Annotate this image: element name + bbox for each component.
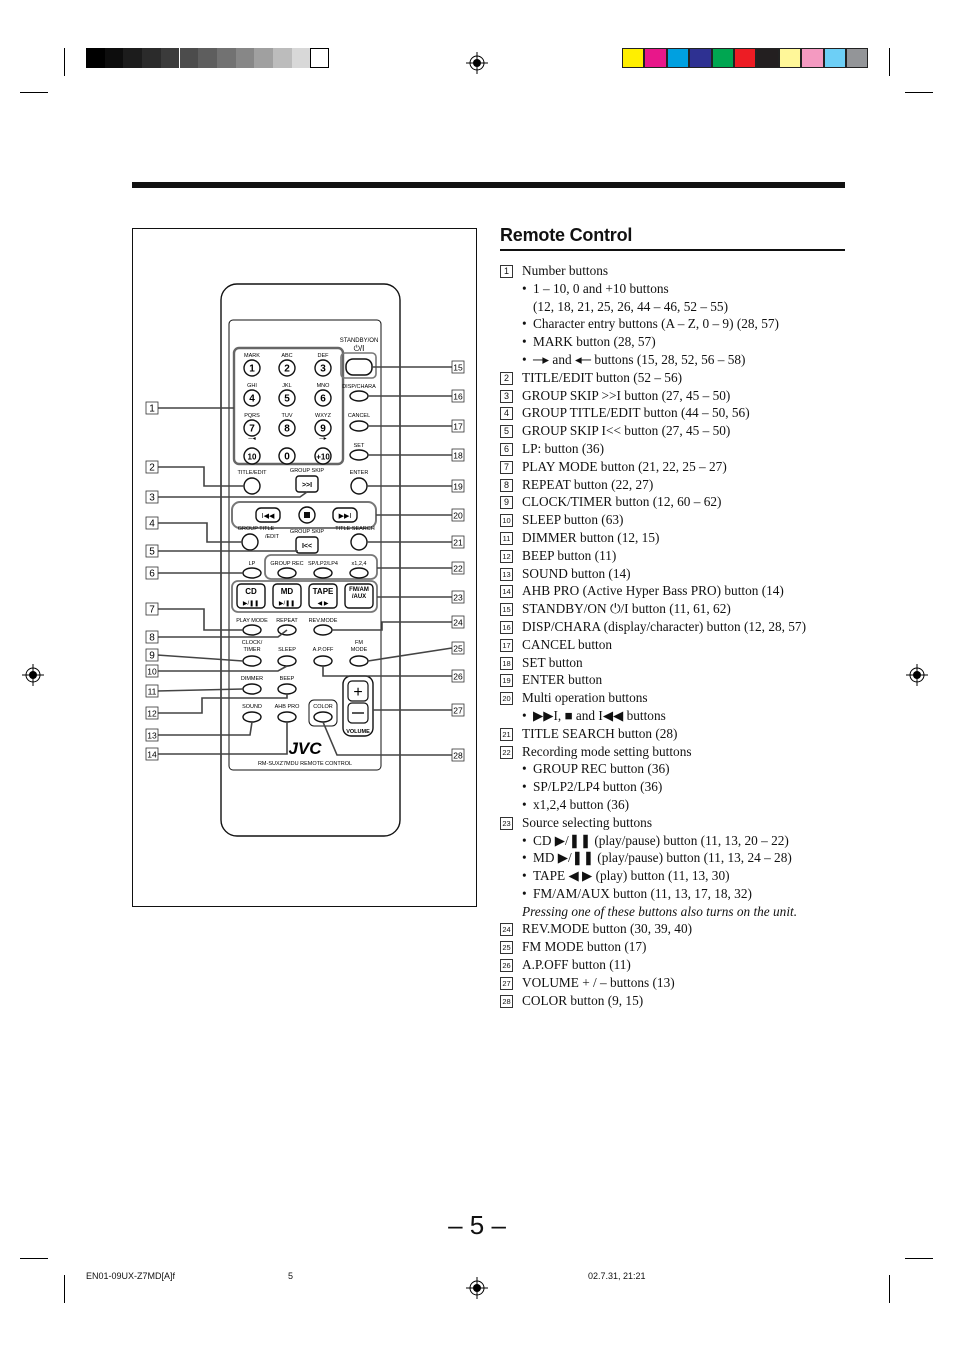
item-row bbox=[500, 582, 850, 600]
group-rec-label: GROUP REC bbox=[270, 561, 304, 567]
item-row bbox=[500, 529, 850, 547]
item-text: ENTER button bbox=[522, 672, 603, 688]
item-number: 5 bbox=[500, 425, 513, 438]
item-number: 4 bbox=[500, 407, 513, 420]
item-row bbox=[500, 689, 850, 707]
registration-mark-icon bbox=[466, 52, 488, 74]
callout-number: 15 bbox=[453, 362, 463, 373]
item-text: A.P.OFF button (11) bbox=[522, 957, 631, 973]
dimmer-button[interactable] bbox=[243, 684, 261, 694]
item-text: GROUP TITLE/EDIT button (44 – 50, 56) bbox=[522, 405, 750, 421]
item-text: Source selecting buttons bbox=[522, 814, 652, 830]
arrow-icon: ─▸ bbox=[319, 436, 327, 442]
title-search-label: TITLE SEARCH bbox=[335, 526, 375, 532]
callout-number: 3 bbox=[149, 492, 155, 504]
footer-right: 02.7.31, 21:21 bbox=[588, 1271, 646, 1281]
group-skip-back-label: GROUP SKIP bbox=[289, 529, 325, 535]
item-text: REPEAT button (22, 27) bbox=[522, 476, 654, 492]
item-number: 22 bbox=[500, 746, 513, 759]
gray-swatch bbox=[292, 48, 311, 68]
number-key-label: 7 bbox=[249, 423, 255, 435]
item-sub-bullet: • GROUP REC button (36) bbox=[500, 760, 850, 778]
item-number: 18 bbox=[500, 657, 513, 670]
standby-button[interactable] bbox=[346, 359, 372, 375]
item-row bbox=[500, 369, 850, 387]
item-number: 9 bbox=[500, 496, 513, 509]
item-row bbox=[500, 743, 850, 761]
item-number: 19 bbox=[500, 674, 513, 687]
item-text: SLEEP button (63) bbox=[522, 512, 624, 528]
item-row bbox=[500, 992, 850, 1010]
crop-mark bbox=[905, 92, 933, 93]
cancel-label: CANCEL bbox=[347, 413, 371, 419]
item-sub-bullet: • 1 – 10, 0 and +10 buttons bbox=[500, 280, 850, 298]
crop-mark bbox=[64, 1275, 65, 1303]
color-swatch bbox=[801, 48, 823, 68]
gray-swatch bbox=[123, 48, 142, 68]
item-number: 2 bbox=[500, 372, 513, 385]
item-row bbox=[500, 956, 850, 974]
standby-symbol: ⏻/I bbox=[353, 344, 365, 353]
item-number: 7 bbox=[500, 461, 513, 474]
key-letters-label: WXYZ bbox=[315, 413, 331, 419]
sleep-label: SLEEP bbox=[278, 647, 296, 653]
item-number: 25 bbox=[500, 941, 513, 954]
model-label: RM-SUXZ7MDU REMOTE CONTROL bbox=[257, 761, 353, 767]
item-row bbox=[500, 938, 850, 956]
item-number: 21 bbox=[500, 728, 513, 741]
enter-button[interactable] bbox=[351, 478, 367, 494]
fm-mode-button[interactable] bbox=[350, 656, 368, 666]
item-row bbox=[500, 387, 850, 405]
item-sub-bullet: • TAPE ◀ ▶ (play) button (11, 13, 30) bbox=[500, 867, 850, 885]
cd-play-pause-icon: ▶/❚❚ bbox=[242, 601, 260, 607]
key-letters-label: ABC bbox=[281, 353, 293, 359]
callout-number: 27 bbox=[453, 705, 463, 716]
volume-label: VOLUME bbox=[346, 729, 370, 735]
key-letters-label: GHI bbox=[247, 383, 257, 389]
item-number: 11 bbox=[500, 532, 513, 545]
sleep-button[interactable] bbox=[278, 656, 296, 666]
color-swatch bbox=[712, 48, 734, 68]
gray-swatch bbox=[180, 48, 199, 68]
x124-button[interactable] bbox=[350, 568, 368, 578]
key-letters-label: TUV bbox=[281, 413, 293, 419]
section-title: Remote Control bbox=[500, 225, 633, 245]
item-text: SET button bbox=[522, 654, 583, 670]
item-text: Number buttons bbox=[522, 263, 609, 278]
repeat-label: REPEAT bbox=[276, 618, 298, 624]
number-key-label: 3 bbox=[320, 363, 326, 375]
item-text: FM MODE button (17) bbox=[522, 939, 647, 955]
title-edit-label: TITLE/EDIT bbox=[237, 470, 267, 476]
callout-number: 2 bbox=[149, 462, 155, 474]
registration-mark-icon bbox=[466, 1277, 488, 1299]
item-row bbox=[500, 636, 850, 654]
crop-mark bbox=[905, 1258, 933, 1259]
key-letters-label: PQRS bbox=[244, 413, 260, 419]
item-text: REV.MODE button (30, 39, 40) bbox=[522, 921, 693, 937]
rev-mode-label: REV.MODE bbox=[308, 618, 338, 624]
gray-swatch bbox=[310, 48, 329, 68]
stop-icon bbox=[304, 512, 310, 518]
item-text: CANCEL button bbox=[522, 636, 613, 652]
item-sub-bullet: • MARK button (28, 57) bbox=[500, 333, 850, 351]
button-list bbox=[500, 262, 850, 1009]
item-row bbox=[500, 654, 850, 672]
crop-mark bbox=[64, 48, 65, 76]
item-row bbox=[500, 404, 850, 422]
item-sub-bullet: • ▶▶I, ■ and I◀◀ buttons bbox=[500, 707, 850, 725]
item-number: 6 bbox=[500, 443, 513, 456]
timer-label: TIMER bbox=[243, 647, 261, 653]
item-sub-bullet: • Character entry buttons (A – Z, 0 – 9) (28, 57) bbox=[500, 315, 850, 333]
beep-label: BEEP bbox=[279, 676, 295, 682]
item-row bbox=[500, 565, 850, 583]
color-swatch bbox=[667, 48, 689, 68]
callout-number: 24 bbox=[453, 617, 463, 628]
item-row bbox=[500, 458, 850, 476]
set-button[interactable] bbox=[350, 450, 368, 460]
item-text: GROUP SKIP I<< button (27, 45 – 50) bbox=[522, 423, 731, 439]
callout-number: 14 bbox=[147, 749, 157, 760]
fmam-label: FM/AM bbox=[349, 587, 369, 593]
aux-label: /AUX bbox=[351, 594, 367, 600]
item-number: 27 bbox=[500, 977, 513, 990]
cd-label: CD bbox=[245, 587, 257, 596]
key-letters-label: DEF bbox=[317, 353, 329, 359]
callout-number: 18 bbox=[453, 450, 463, 461]
color-swatch bbox=[644, 48, 666, 68]
item-number: 1 bbox=[500, 265, 513, 278]
gray-swatch bbox=[86, 48, 105, 68]
item-sub-bullet: • SP/LP2/LP4 button (36) bbox=[500, 778, 850, 796]
callout-number: 9 bbox=[149, 650, 155, 662]
footer-center: 5 bbox=[288, 1271, 294, 1281]
item-row bbox=[500, 440, 850, 458]
item-text: STANDBY/ON ⏻/I button (11, 61, 62) bbox=[522, 601, 731, 617]
number-key-label: +10 bbox=[316, 452, 330, 462]
item-number: 15 bbox=[500, 603, 513, 616]
number-key-label: 2 bbox=[284, 363, 290, 375]
remote-control-illustration bbox=[132, 228, 477, 907]
callout-number: 8 bbox=[149, 632, 155, 644]
callout-number: 21 bbox=[453, 537, 463, 548]
callout-number: 28 bbox=[453, 750, 463, 761]
item-text: Recording mode setting buttons bbox=[522, 743, 692, 759]
group-skip-back-glyph: I<< bbox=[301, 543, 313, 550]
prev-glyph: I◀◀ bbox=[261, 513, 275, 520]
callout-number: 4 bbox=[149, 518, 155, 530]
x124-label: x1,2,4 bbox=[351, 561, 367, 567]
key-letters-label: MARK bbox=[244, 353, 260, 359]
registration-mark-icon bbox=[22, 664, 44, 686]
item-row bbox=[500, 547, 850, 565]
lp-button[interactable] bbox=[243, 568, 261, 578]
group-skip-label: GROUP SKIP bbox=[289, 468, 325, 474]
item-number: 17 bbox=[500, 639, 513, 652]
gray-swatch bbox=[161, 48, 180, 68]
callout-number: 1 bbox=[149, 403, 155, 415]
item-row bbox=[500, 262, 850, 280]
mode-label: MODE bbox=[350, 647, 368, 653]
callout-number: 17 bbox=[453, 421, 463, 432]
sp-lp2-lp4-button[interactable] bbox=[314, 568, 332, 578]
sp-label: SP/LP2/LP4 bbox=[308, 561, 338, 567]
ahb-label: AHB PRO bbox=[274, 704, 300, 710]
callout-number: 6 bbox=[149, 568, 155, 580]
tape-play-icon: ◀ ▶ bbox=[317, 601, 329, 607]
gray-swatch bbox=[217, 48, 236, 68]
item-number: 14 bbox=[500, 585, 513, 598]
item-text: TITLE SEARCH button (28) bbox=[522, 725, 678, 741]
enter-label: ENTER bbox=[349, 470, 369, 476]
number-key-label: 1 bbox=[249, 363, 255, 375]
title-edit-button[interactable] bbox=[244, 478, 260, 494]
callout-number: 5 bbox=[149, 546, 155, 558]
callout-number: 13 bbox=[147, 730, 157, 741]
item-sub-bullet: • x1,2,4 button (36) bbox=[500, 796, 850, 814]
item-number: 24 bbox=[500, 923, 513, 936]
gray-swatch bbox=[254, 48, 273, 68]
group-edit-label: /EDIT bbox=[264, 534, 280, 540]
item-text: BEEP button (11) bbox=[522, 547, 617, 563]
title-rule bbox=[500, 249, 845, 251]
item-number: 3 bbox=[500, 390, 513, 403]
item-number: 20 bbox=[500, 692, 513, 705]
item-row bbox=[500, 671, 850, 689]
callout-number: 26 bbox=[453, 671, 463, 682]
registration-mark-icon bbox=[906, 664, 928, 686]
item-text: DIMMER button (12, 15) bbox=[522, 529, 660, 545]
number-key-label: 4 bbox=[249, 393, 255, 405]
lp-label: LP bbox=[248, 561, 256, 567]
remote-figure bbox=[132, 228, 477, 907]
item-row bbox=[500, 920, 850, 938]
item-number: 10 bbox=[500, 514, 513, 527]
title-search-button[interactable] bbox=[351, 534, 367, 550]
callout-number: 19 bbox=[453, 481, 463, 492]
play-mode-button[interactable] bbox=[243, 625, 261, 635]
number-key-label: 6 bbox=[320, 393, 326, 405]
item-row bbox=[500, 618, 850, 636]
arrow-icon: ─◂ bbox=[248, 436, 256, 442]
key-letters-label: JKL bbox=[282, 383, 292, 389]
callout-number: 12 bbox=[147, 708, 157, 719]
disp-label: DISP/CHARA bbox=[342, 384, 376, 390]
callout-number: 16 bbox=[453, 391, 463, 402]
item-sub-bullet: • ─▸ and ◂─ buttons (15, 28, 52, 56 – 58) bbox=[500, 351, 850, 369]
item-row bbox=[500, 493, 850, 511]
number-key-label: 10 bbox=[247, 452, 257, 462]
item-text: VOLUME + / – buttons (13) bbox=[522, 974, 675, 990]
item-number: 28 bbox=[500, 995, 513, 1008]
callout-number: 23 bbox=[453, 592, 463, 603]
key-letters-label: MNO bbox=[316, 383, 330, 389]
group-skip-forward-glyph: >>I bbox=[301, 482, 313, 489]
color-label: COLOR bbox=[313, 704, 333, 710]
color-swatch bbox=[734, 48, 756, 68]
gray-swatch bbox=[105, 48, 124, 68]
item-number: 16 bbox=[500, 621, 513, 634]
gray-swatch bbox=[273, 48, 292, 68]
number-key-label: 8 bbox=[284, 423, 290, 435]
item-sub-bullet: (12, 18, 21, 25, 26, 44 – 46, 52 – 55) bbox=[533, 298, 729, 314]
gray-swatch bbox=[142, 48, 161, 68]
color-swatch bbox=[846, 48, 868, 68]
item-sub-bullet: • CD ▶/❚❚ (play/pause) button (11, 13, 20 – 22) bbox=[500, 832, 850, 850]
number-key-label: 9 bbox=[320, 423, 326, 435]
item-row bbox=[500, 814, 850, 832]
group-title-label: GROUP TITLE bbox=[237, 526, 275, 532]
crop-mark bbox=[20, 92, 48, 93]
item-text: AHB PRO (Active Hyper Bass PRO) button (14) bbox=[522, 583, 784, 599]
color-swatch bbox=[689, 48, 711, 68]
callout-number: 10 bbox=[147, 666, 157, 677]
item-text: SOUND button (14) bbox=[522, 565, 631, 581]
item-note: Pressing one of these buttons also turns on the unit. bbox=[522, 903, 798, 919]
ahb-pro-button[interactable] bbox=[278, 712, 296, 722]
callout-number: 22 bbox=[453, 563, 463, 574]
item-row bbox=[500, 600, 850, 618]
color-swatch bbox=[622, 48, 644, 68]
plus-icon: + bbox=[353, 684, 363, 701]
color-swatch bbox=[756, 48, 778, 68]
item-text: COLOR button (9, 15) bbox=[522, 992, 644, 1008]
apoff-button[interactable] bbox=[314, 656, 332, 666]
item-row bbox=[500, 725, 850, 743]
callout-number: 7 bbox=[149, 604, 155, 616]
item-text: Multi operation buttons bbox=[522, 690, 648, 706]
item-number: 26 bbox=[500, 959, 513, 972]
clock-timer-button[interactable] bbox=[243, 656, 261, 666]
cancel-button[interactable] bbox=[350, 421, 368, 431]
item-text: LP: button (36) bbox=[522, 440, 604, 456]
md-play-pause-icon: ▶/❚❚ bbox=[278, 601, 296, 607]
item-number: 12 bbox=[500, 550, 513, 563]
gray-swatch bbox=[236, 48, 255, 68]
item-row bbox=[500, 422, 850, 440]
md-label: MD bbox=[280, 587, 294, 596]
next-glyph: ▶▶I bbox=[338, 513, 352, 520]
group-title-edit-button[interactable] bbox=[242, 534, 258, 550]
item-number: 13 bbox=[500, 568, 513, 581]
set-label: SET bbox=[353, 443, 365, 449]
item-text: TITLE/EDIT button (52 – 56) bbox=[522, 369, 683, 385]
group-rec-button[interactable] bbox=[278, 568, 296, 578]
sound-label: SOUND bbox=[242, 704, 262, 710]
item-number: 8 bbox=[500, 479, 513, 492]
callout-number: 11 bbox=[147, 686, 157, 697]
item-sub-bullet: • MD ▶/❚❚ (play/pause) button (11, 13, 24 – 28) bbox=[500, 849, 850, 867]
item-sub-bullet: • FM/AM/AUX button (11, 13, 17, 18, 32) bbox=[500, 885, 850, 903]
item-text: PLAY MODE button (21, 22, 25 – 27) bbox=[522, 458, 727, 474]
footer-left: EN01-09UX-Z7MD[A]f bbox=[86, 1271, 176, 1281]
dimmer-label: DIMMER bbox=[240, 676, 264, 682]
color-swatch bbox=[779, 48, 801, 68]
crop-mark bbox=[889, 48, 890, 76]
header-rule bbox=[132, 182, 845, 188]
fm-label: FM bbox=[355, 640, 363, 646]
clock-label: CLOCK/ bbox=[241, 640, 263, 646]
item-text: CLOCK/TIMER button (12, 60 – 62) bbox=[522, 494, 722, 510]
color-button[interactable] bbox=[314, 712, 332, 722]
page-number: – 5 – bbox=[448, 1210, 506, 1240]
item-row bbox=[500, 476, 850, 494]
item-row bbox=[500, 511, 850, 529]
item-text: DISP/CHARA (display/character) button (12, 28, 57) bbox=[522, 618, 806, 634]
item-text: GROUP SKIP >>I button (27, 45 – 50) bbox=[522, 387, 731, 403]
number-key-label: 5 bbox=[284, 393, 290, 405]
standby-label: STANDBY/ON bbox=[339, 338, 379, 344]
disp-chara-button[interactable] bbox=[350, 391, 368, 401]
callout-number: 20 bbox=[453, 510, 463, 521]
item-number: 23 bbox=[500, 817, 513, 830]
beep-button[interactable] bbox=[278, 684, 296, 694]
sound-button[interactable] bbox=[243, 712, 261, 722]
callout-number: 25 bbox=[453, 643, 463, 654]
gray-swatch bbox=[198, 48, 217, 68]
apoff-label: A.P.OFF bbox=[312, 647, 334, 653]
rev-mode-button[interactable] bbox=[314, 625, 332, 635]
number-key-label: 0 bbox=[284, 451, 290, 463]
crop-mark bbox=[889, 1275, 890, 1303]
jvc-logo: JVC bbox=[288, 739, 322, 758]
tape-label: TAPE bbox=[312, 587, 334, 596]
color-swatch bbox=[824, 48, 846, 68]
item-row bbox=[500, 974, 850, 992]
crop-mark bbox=[20, 1258, 48, 1259]
play-mode-label: PLAY MODE bbox=[236, 618, 268, 624]
